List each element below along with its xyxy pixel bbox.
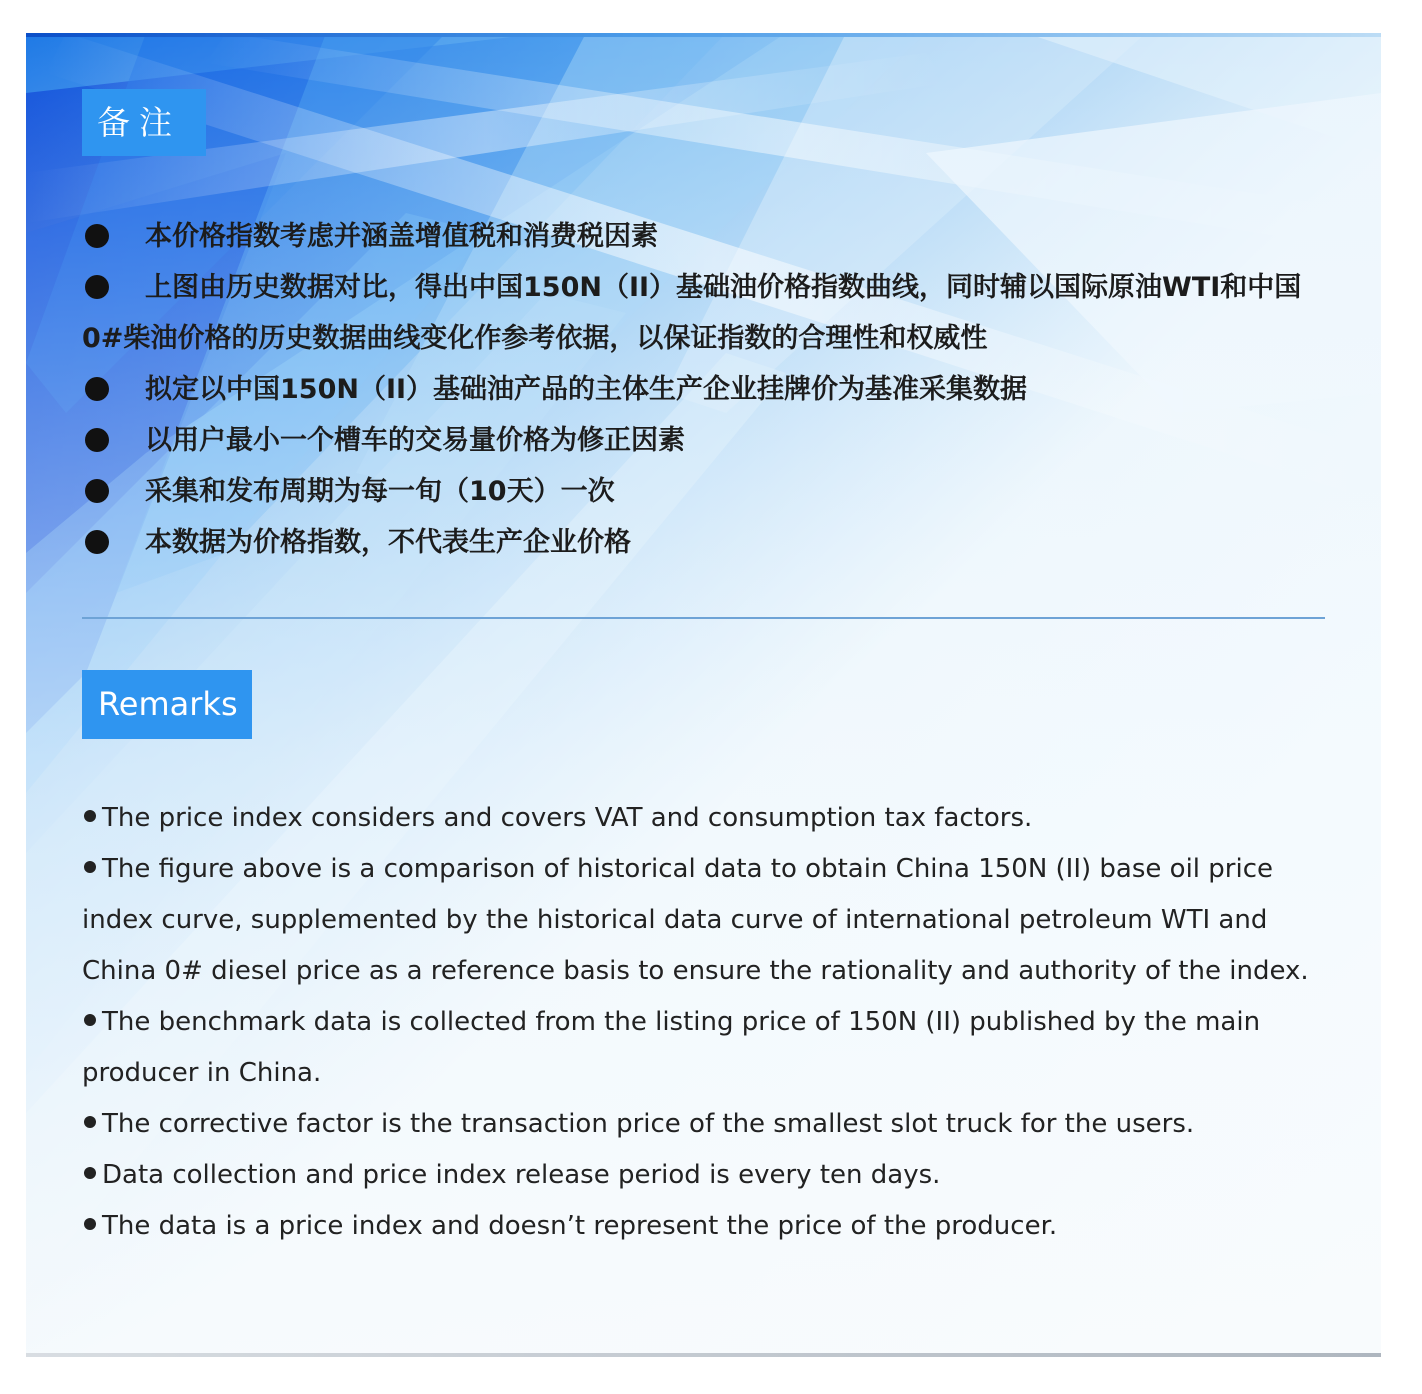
list-item-text: The figure above is a comparison of historical data to obtain China 150N (II) base oil price index curve, supplemented by the historical data curve of international petroleum WTI and China 0# diesel price as a reference basis to ensure the rationality and authority of the index. [82,854,1309,986]
bullet-icon [85,479,109,503]
list-item-text: The corrective factor is the transaction price of the smallest slot truck for the users. [102,1109,1195,1139]
bullet-icon [84,1116,96,1128]
list-item [82,844,1327,997]
list-item-text: 本数据为价格指数，不代表生产企业价格 [145,527,631,558]
section-divider [82,617,1325,619]
bullet-icon [84,810,96,822]
remarks-en-title: Remarks [82,670,252,739]
bottom-accent-bar [26,1353,1381,1357]
bullet-icon [84,1014,96,1026]
list-item-text: 上图由历史数据对比，得出中国150N（II）基础油价格指数曲线，同时辅以国际原油WTI和中国0#柴油价格的历史数据曲线变化作参考依据，以保证指数的合理性和权威性 [82,272,1302,354]
bullet-icon [85,224,109,248]
list-item-text: The benchmark data is collected from the listing price of 150N (II) published by the main producer in China. [82,1007,1261,1088]
list-item-text: The price index considers and covers VAT and consumption tax factors. [102,803,1033,833]
list-item [82,262,1332,364]
list-item [82,793,1327,844]
bullet-icon [85,428,109,452]
list-item [82,211,1332,262]
list-item-text: 本价格指数考虑并涵盖增值税和消费税因素 [145,221,658,252]
list-item [82,364,1332,415]
notes-cn-list [82,211,1332,568]
list-item [82,415,1332,466]
bullet-icon [85,377,109,401]
list-item-text: 拟定以中国150N（II）基础油产品的主体生产企业挂牌价为基准采集数据 [145,374,1028,405]
bullet-icon [84,1218,96,1230]
list-item [82,517,1332,568]
list-item-text: The data is a price index and doesn’t represent the price of the producer. [102,1211,1058,1241]
list-item-text: 采集和发布周期为每一旬（10天）一次 [145,476,615,507]
bullet-icon [85,275,109,299]
bullet-icon [85,530,109,554]
list-item-text: Data collection and price index release period is every ten days. [102,1160,941,1190]
remarks-panel [26,33,1381,1357]
list-item [82,997,1327,1099]
list-item [82,1099,1327,1150]
list-item [82,1150,1327,1201]
list-item-text: 以用户最小一个槽车的交易量价格为修正因素 [145,425,685,456]
remarks-en-list [82,793,1327,1252]
top-accent-bar [26,33,1381,37]
list-item [82,1201,1327,1252]
bullet-icon [84,1167,96,1179]
bullet-icon [84,861,96,873]
list-item [82,466,1332,517]
notes-cn-title: 备注 [82,89,206,156]
